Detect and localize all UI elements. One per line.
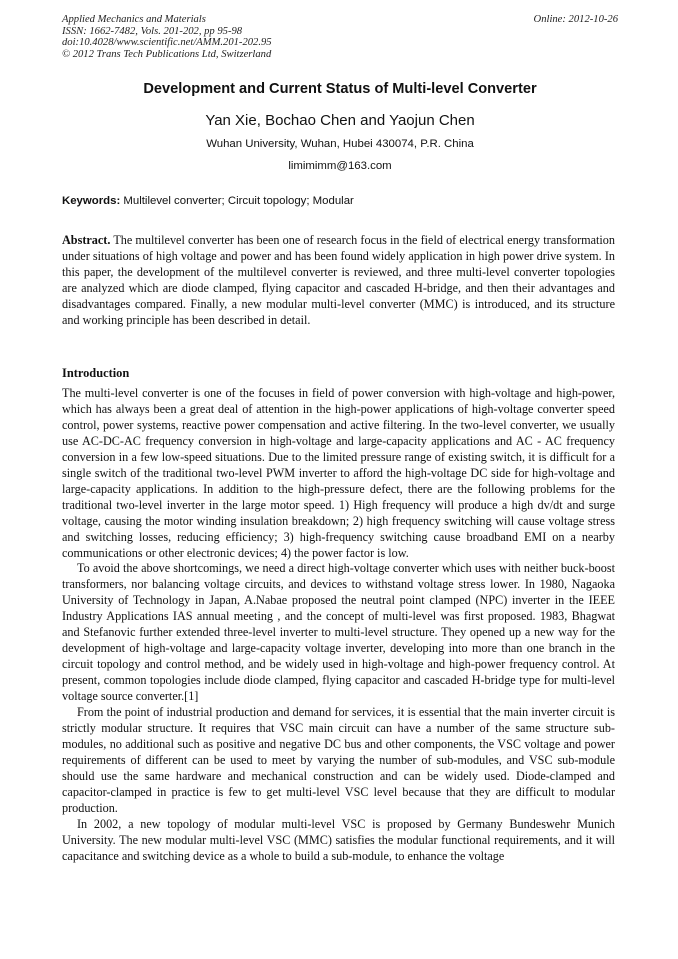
journal-header — [62, 14, 618, 60]
issn-line: ISSN: 1662-7482, Vols. 201-202, pp 95-98 — [62, 25, 243, 37]
keywords-text: Multilevel converter; Circuit topology; Modular — [120, 195, 354, 207]
abstract-text: The multilevel converter has been one of research focus in the field of electrical energy transformation under situations of high voltage and power and has been found widely application in high power drive system. In this paper, the development of the multilevel converter is reviewed, and three multi-level converter topologies are analyzed which are diode clamped, flying capacitor and cascaded H-bridge, and then their advantages and disadvantages compared. Finally, a new modular multi-level converter (MMC) is introduced, and its structure and working principle has been described in detail. — [62, 233, 615, 327]
intro-paragraph-1: The multi-level converter is one of the focuses in field of power conversion with high-voltage and high-power, which has always been a great deal of attention in the high-power applications of high-voltage converter speed control, power systems, reactive power compensation and active filtering. In the two-level converter, we usually use AC-DC-AC frequency conversion in high-voltage and large-capacity applications and AC - AC frequency conversion in a few low-speed situations. Due to the limited pressure range of existing switch, it is difficult for a single switch of the traditional two-level PWM inverter to afford the high-voltage DC side for high-voltage and large-capacity applications. In addition to the high-pressure defect, there are the following problems for the traditional two-level inverter in the large motor speed. 1) High frequency will produce a high dv/dt and surge voltage, causing the motor winding insulation breakdown; 2) high frequency switching will cause voltage stress and switching losses, reducing efficiency; 3) high-frequency switching cause broadband EMI on a nearby communications or other electronic devices; 4) the power factor is low. — [62, 386, 615, 560]
abstract-label: Abstract. — [62, 233, 111, 247]
online-date: Online: 2012-10-26 — [533, 14, 618, 25]
paper-title: Development and Current Status of Multi-level Converter — [143, 81, 537, 97]
abstract-block — [62, 233, 615, 329]
introduction-heading: Introduction — [62, 366, 130, 380]
paper-authors: Yan Xie, Bochao Chen and Yaojun Chen — [205, 112, 475, 129]
keywords-label: Keywords: — [62, 195, 121, 207]
keywords-line — [62, 195, 618, 207]
intro-paragraph-4: In 2002, a new topology of modular multi-level VSC is proposed by Germany Bundeswehr Munich University. The new modular multi-level VSC (MMC) satisfies the modular functional requirements, and it will capacitance and switching device as a whole to build a sub-module, to enhance the voltage — [62, 816, 615, 863]
author-email: limimimm@163.com — [288, 160, 392, 172]
introduction-body — [62, 386, 615, 865]
copyright-line: © 2012 Trans Tech Publications Ltd, Switzerland — [62, 48, 272, 60]
intro-paragraph-3: From the point of industrial production and demand for services, it is essential that the main inverter circuit is strictly modular structure. It requires that VSC main circuit can have a number of the same structure sub-modules, no additional such as positive and negative DC bus and other components, the VSC voltage and power requirements of different can be used to meet by varying the number of sub-modules, and VSC sub-module should use the same hardware and mechanical construction and can be widely used. Diode-clamped and capacitor-clamped in practice is few to get multi-level VSC level because that they are difficult to modular production. — [62, 705, 615, 815]
author-affiliation: Wuhan University, Wuhan, Hubei 430074, P.R. China — [206, 138, 474, 150]
doi-line: doi:10.4028/www.scientific.net/AMM.201-202.95 — [62, 37, 272, 49]
intro-paragraph-2: To avoid the above shortcomings, we need a direct high-voltage converter which uses with neither buck-boost transformers, nor balancing voltage circuits, and devices to withstand voltage stress lower. In 1980, Nagaoka University of Technology in Japan, A.Nabae proposed the neutral point clamped (NPC) inverter in the IEEE Industry Applications IAS annual meeting , and the concept of multi-level was first proposed. 1983, Bhagwat and Stefanovic further extended three-level inverter to multi-level structure. They opened up a new way for the development of high-voltage and large-capacity voltage inverter, developing into more than one branch in the circuit topology and control method, and be widely used in high-voltage and high-power frequency control. At present, common topologies include diode clamped, flying capacitor and cascaded H-bridge type for multi-level voltage source converter.[1] — [62, 561, 615, 704]
journal-name: Applied Mechanics and Materials — [62, 14, 206, 25]
